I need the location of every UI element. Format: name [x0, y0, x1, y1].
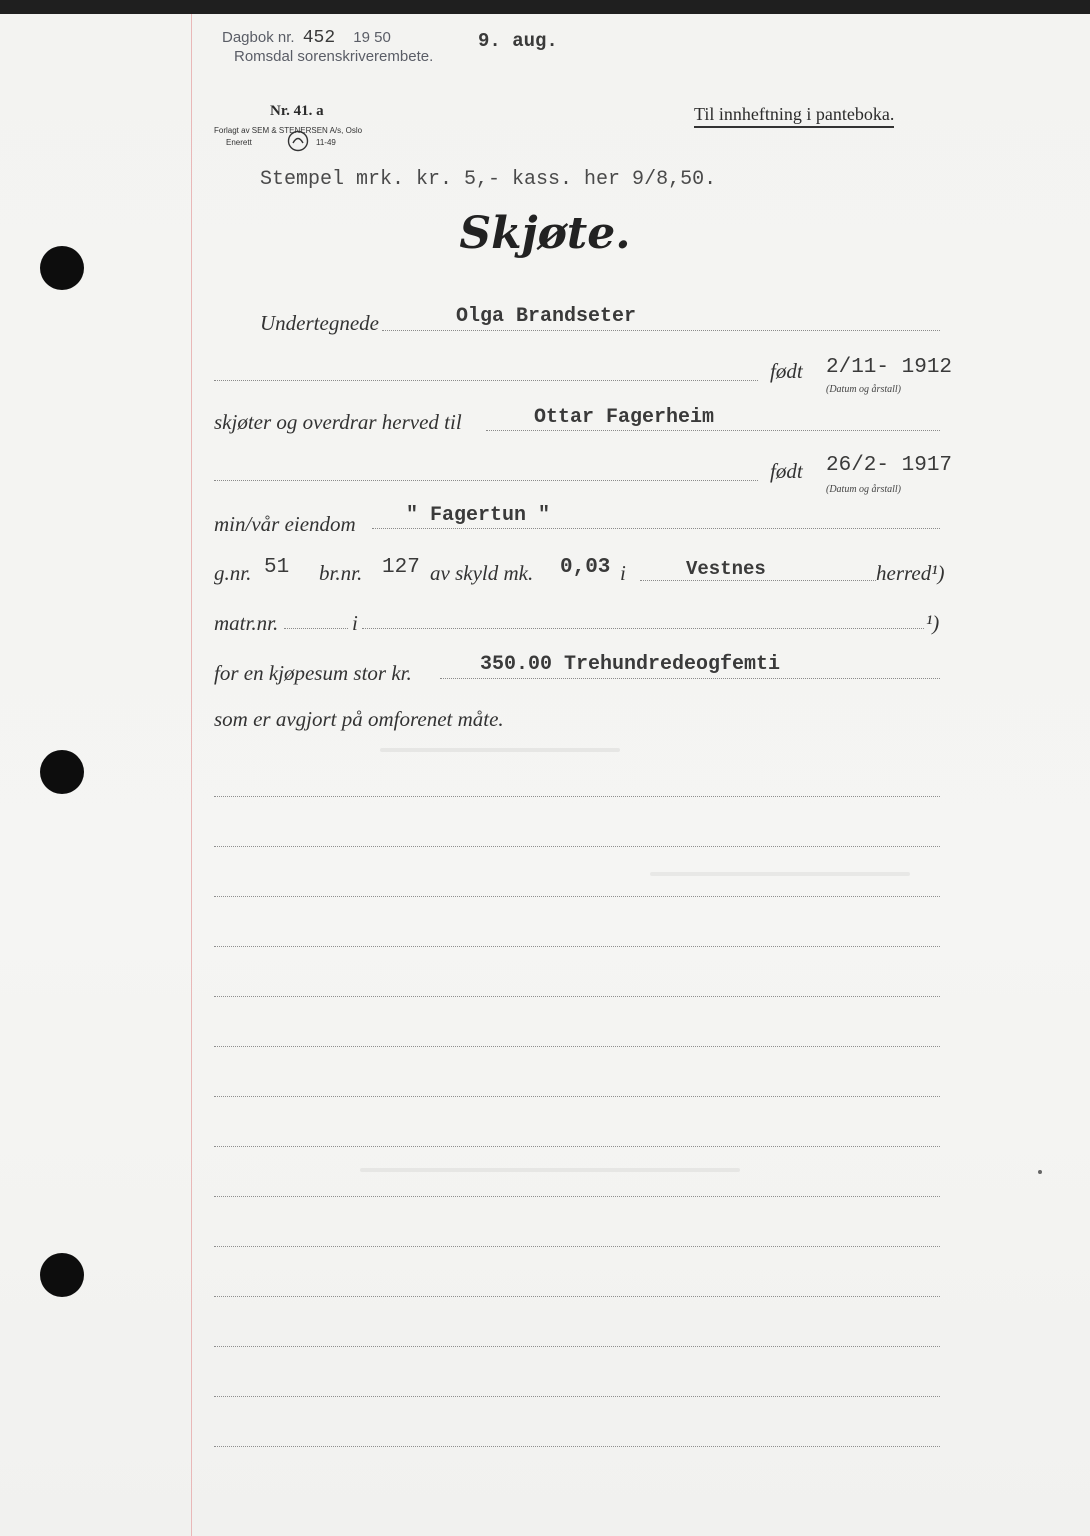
registry-date: 9. aug. — [478, 30, 558, 52]
publisher-line: Forlagt av SEM & STENERSEN A/s, Oslo — [214, 126, 363, 135]
skjoter-line — [486, 430, 940, 431]
punch-hole-bottom — [40, 1253, 84, 1297]
herred-label: herred¹) — [876, 561, 945, 585]
eiendom-label: min/vår eiendom — [214, 512, 356, 536]
blank-rule — [214, 896, 940, 897]
kjopesum-value: 350.00 Trehundredeogfemti — [480, 653, 781, 676]
publisher-logo-icon — [287, 130, 309, 152]
fodt-value-1: 2/11- 1912 — [826, 356, 953, 379]
matr-i-label: i — [352, 611, 358, 635]
blank-rule — [214, 1346, 940, 1347]
fodt-line-1 — [214, 380, 758, 381]
blank-rule — [214, 1296, 940, 1297]
brnr-value: 127 — [382, 556, 420, 579]
blank-rule — [214, 1146, 940, 1147]
publisher-enerett: Enerett — [226, 138, 252, 147]
publisher-date: 11-49 — [316, 138, 336, 147]
matr-end: ¹) — [926, 611, 940, 635]
matr-i-line — [362, 628, 924, 629]
matr-label: matr.nr. — [214, 611, 279, 635]
blank-rule — [214, 1196, 940, 1197]
fodt-label-1: født — [770, 359, 803, 383]
matr-line — [284, 628, 348, 629]
blank-rule — [214, 1396, 940, 1397]
form-number: Nr. 41. a — [270, 103, 324, 119]
blank-rule — [214, 1046, 940, 1047]
brnr-label: br.nr. — [319, 561, 363, 585]
eiendom-value: " Fagertun " — [406, 504, 551, 527]
kjopesum-label: for en kjøpesum stor kr. — [214, 661, 412, 685]
skjoter-label: skjøter og overdrar herved til — [214, 410, 462, 434]
document-title: Skjøte. — [459, 208, 631, 259]
kjopesum-line — [440, 678, 940, 679]
skyld-label: av skyld mk. — [430, 561, 534, 585]
undertegnede-line — [382, 330, 940, 331]
blank-rule — [214, 1446, 940, 1447]
registry-stamp-line2: Romsdal sorenskriverembete. — [234, 48, 434, 65]
datum-hint-1: (Datum og årstall) — [826, 384, 901, 395]
gnr-label: g.nr. — [214, 561, 252, 585]
fodt-line-2 — [214, 480, 758, 481]
herred-value: Vestnes — [686, 558, 766, 580]
stamp-fee-note: Stempel mrk. kr. 5,- kass. her 9/8,50. — [260, 168, 717, 191]
punch-hole-middle — [40, 750, 84, 794]
datum-hint-2: (Datum og årstall) — [826, 484, 901, 495]
undertegnede-label: Undertegnede — [260, 311, 379, 335]
fodt-label-2: født — [770, 459, 803, 483]
blank-rule — [214, 846, 940, 847]
heading-til-innheftning: Til innheftning i panteboka. — [694, 104, 894, 128]
scan-top-edge — [0, 0, 1090, 14]
blank-rule — [214, 946, 940, 947]
eiendom-line — [372, 528, 940, 529]
dagbok-prefix: Dagbok nr. — [222, 29, 295, 46]
blank-rule — [214, 1096, 940, 1097]
bleed-through-mark — [360, 1168, 740, 1172]
dagbok-year: 19 50 — [353, 29, 391, 46]
skyld-value: 0,03 — [560, 556, 611, 579]
skjoter-value: Ottar Fagerheim — [534, 406, 715, 429]
blank-rule — [214, 796, 940, 797]
fodt-value-2: 26/2- 1917 — [826, 454, 953, 477]
bleed-through-mark — [650, 872, 910, 876]
skyld-i-label: i — [620, 561, 626, 585]
undertegnede-value: Olga Brandseter — [456, 305, 637, 328]
bleed-through-mark — [380, 748, 620, 752]
avgjort-label: som er avgjort på omforenet måte. — [214, 707, 504, 731]
herred-line — [640, 580, 876, 581]
blank-rule — [214, 1246, 940, 1247]
registry-stamp-line1 — [222, 28, 391, 48]
gnr-value: 51 — [264, 556, 290, 579]
blank-rule — [214, 996, 940, 997]
speck-mark — [1038, 1170, 1042, 1174]
dagbok-number: 452 — [302, 28, 336, 48]
